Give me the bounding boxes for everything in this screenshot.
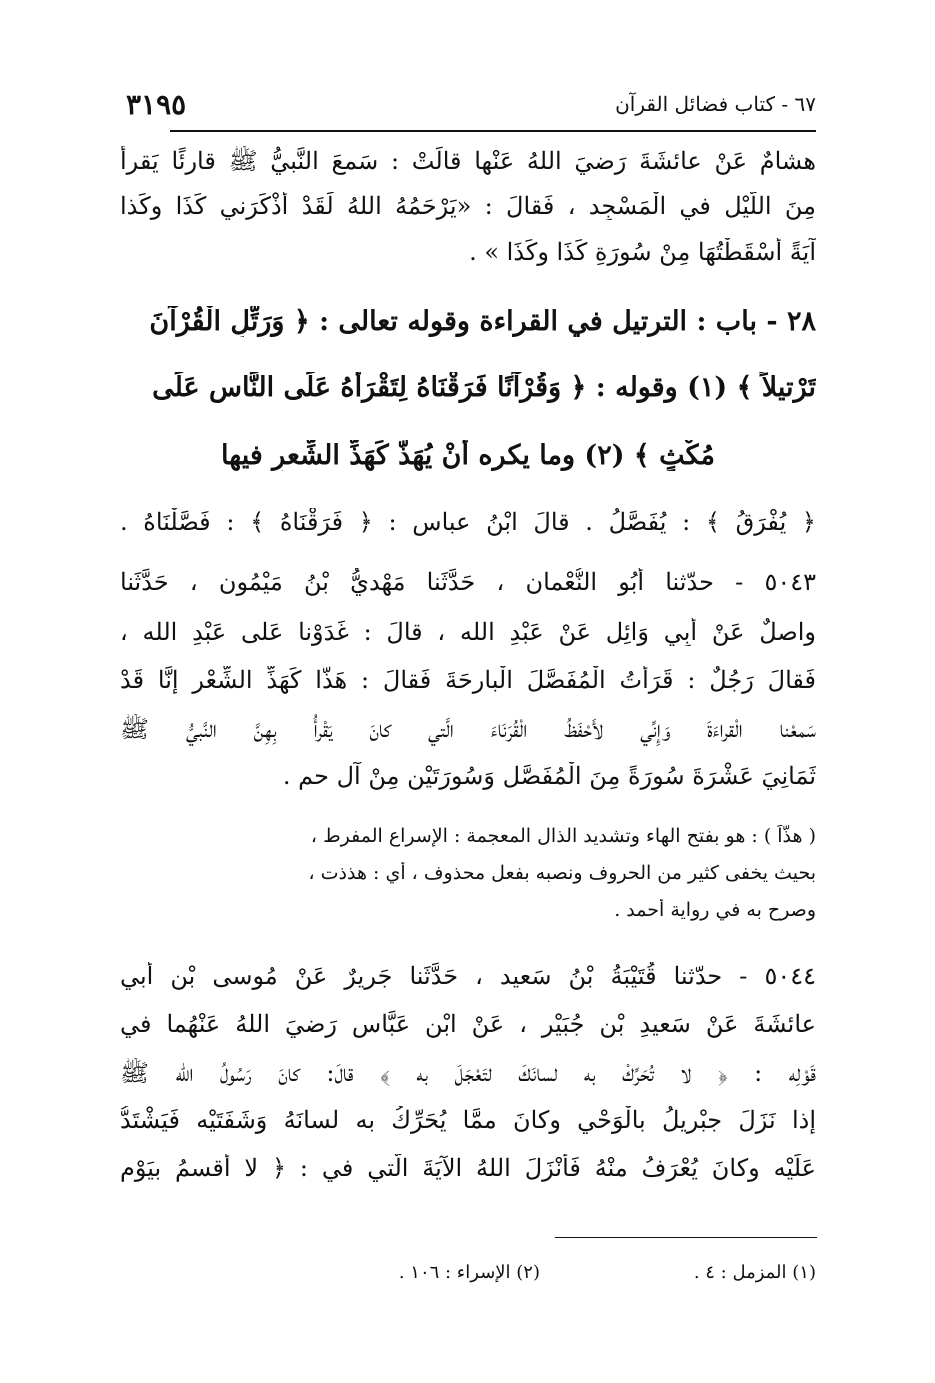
commentary-line: ( هذّاً ) : هو بفتح الهاء وتشديد الذال المعجمة : الإسراع المفرط ، — [310, 825, 816, 847]
chapter-title: ٦٧ - كتاب فضائل القرآن — [615, 92, 816, 116]
page-number: ٣١٩٥ — [126, 88, 187, 121]
hadith-5043-line: ٥٠٤٣ - حدّثنا أَبُو النُّعْمان ، حَدَّثَنا مَهْديُّ بْنُ مَيْمُون ، حَدَّثَنا — [120, 568, 816, 596]
text-line: عائشَةَ عَنْ سَعيدِ بْنِ جُبَيْرٍ ، عَنْ ابْنِ عَبَّاسٍ رَضيَ اللهُ عَنْهُما في — [120, 1010, 816, 1038]
hadith-5044-line: ٥٠٤٤ - حدّثنا قُتَيْبَةُ بْنُ سَعيد ، حَدَّثَنا جَريرٌ عَنْ مُوسى بْنِ أَبي — [120, 962, 816, 990]
text-line: فَقالَ رَجُلٌ : قَرَأْتُ الْمُفَصَّلَ الْبارِحَةَ فَقالَ : هَذًّا كَهَذِّ الشِّعْرِ إِنَّا قَدْ — [120, 666, 816, 694]
text-line: مِنَ اللَّيْلِ في الْمَسْجِد ، فَقالَ : «يَرْحَمُهُ اللهُ لَقَدْ أَذْكَرَني كَذَا وكَذا — [120, 192, 816, 220]
commentary-line: بحيث يخفى كثير من الحروف ونصبه بفعل محذوف ، أي : هذذت ، — [308, 862, 816, 884]
text-line: هشامٌ عَنْ عائشَةَ رَضيَ اللهُ عَنْها قالَتْ : سَمعَ النَّبيُّ ﷺ قارئًا يَقرأُ — [120, 147, 816, 175]
text-line: واصلٌ عَنْ أَبِي وَائِلٍ عَنْ عَبْدِ الله ، قالَ : غَدَوْنا عَلى عَبْدِ الله ، — [120, 618, 816, 646]
footnote-1: (١) المزمل : ٤ . — [693, 1262, 816, 1283]
page-header — [126, 88, 816, 130]
header-rule — [170, 130, 816, 132]
text-line: إذا نَزَلَ جبْريلُ بالْوَحْي وكانَ ممَّا يُحَرِّكُ به لسانَهُ وَشَفَتَيْه فَيَشْتَدُّ — [120, 1106, 816, 1134]
text-line: سَمعْنا الْقراءَةَ وَإِنِّي لأَحْفَظُ الْقُرَنَاءَ الَّتي كانَ يَقْرأُ بِهِنَّ النَّبيُّ ﷺ — [120, 715, 816, 743]
text-line: قَوْلِه : ﴿ لا تُحَرِّكْ به لسانَكَ لتَعْجَلَ به ﴾ قالَ: كانَ رَسُولُ الله ﷺ — [120, 1059, 816, 1087]
chapter-heading-line: ٢٨ - باب : الترتيل في القراءة وقوله تعالى : ﴿ وَرَتِّلِ الْقُرْآنَ — [149, 306, 816, 337]
chapter-heading-line: مُكْثٍ ﴾ (٢) وما يكره أنْ يُهَذَّ كَهَذِّ الشِّعرِ فيها — [221, 440, 715, 471]
text-line: ثَمَانِيَ عَشْرَةَ سُورَةً مِنَ الْمُفَصَّلِ وَسُورَتَيْنِ مِنْ آلِ حم . — [282, 762, 816, 790]
footnote-rule — [555, 1237, 817, 1238]
footnote-2: (٢) الإسراء : ١٠٦ . — [398, 1262, 540, 1283]
commentary-line: وصرح به في رواية أحمد . — [614, 899, 816, 921]
chapter-heading-line: تَرْتيلاً ﴾ (١) وقوله : ﴿ وَقُرْآنًا فَرَقْنَاهُ لِتَقْرَأَهُ عَلَى النَّاسِ عَلَى — [152, 372, 816, 403]
text-line: آيَةً أَسْقَطْتُهَا مِنْ سُورَةِ كَذَا وكَذَا » . — [469, 238, 816, 266]
text-line: عَلَيْه وكانَ يُعْرَفُ منْهُ فَأَنْزَلَ اللهُ الآيَةَ الَّتي في : ﴿ لا أُقسمُ بيَوْمِ — [120, 1154, 816, 1182]
text-line: ﴿ يُفْرَقُ ﴾ : يُفَصَّلُ . قالَ ابْنُ عباسٍ : ﴿ فَرَقْنَاهُ ﴾ : فَصَّلْنَاهُ . — [120, 508, 816, 536]
